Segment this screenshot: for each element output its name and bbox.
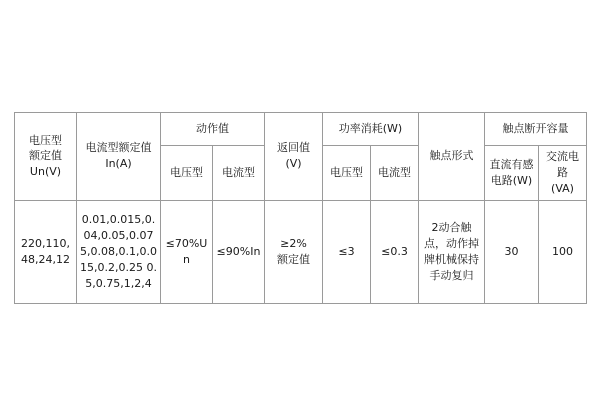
cell-voltage-rated xyxy=(15,200,77,303)
cell-dc-inductive: 30 xyxy=(485,200,539,303)
header-action-voltage: 电压型 xyxy=(161,146,213,201)
header-dc-inductive-line2: 电路(W) xyxy=(490,173,533,187)
header-current-rated xyxy=(77,113,161,201)
cell-action-voltage: ≤70%Un xyxy=(161,200,213,303)
header-ac-circuit-line1: 交流电路 xyxy=(546,150,579,179)
header-return-value-line2: (V) xyxy=(285,157,302,171)
header-current-rated-line2: In(A) xyxy=(105,157,132,171)
header-voltage-rated-line3: Un(V) xyxy=(29,165,62,179)
cell-voltage-rated-line1: 220,110, xyxy=(21,236,70,250)
cell-contact-form: 2动合触点，动作掉牌机械保持手动复归 xyxy=(419,200,485,303)
header-return-value-line1: 返回值 xyxy=(277,141,310,155)
header-action-current: 电流型 xyxy=(213,146,265,201)
header-dc-inductive xyxy=(485,146,539,201)
header-voltage-rated xyxy=(15,113,77,201)
cell-return-value-line2: 额定值 xyxy=(277,252,310,266)
cell-return-value-line1: ≥2% xyxy=(280,236,307,250)
cell-action-current: ≤90%In xyxy=(213,200,265,303)
header-power-voltage: 电压型 xyxy=(323,146,371,201)
header-ac-circuit-line2: (VA) xyxy=(551,181,574,195)
table-header-row-1 xyxy=(15,113,587,146)
header-action-value: 动作值 xyxy=(161,113,265,146)
cell-ac-circuit: 100 xyxy=(539,200,587,303)
cell-return-value xyxy=(265,200,323,303)
header-power-consumption: 功率消耗(W) xyxy=(323,113,419,146)
spec-table-container xyxy=(14,112,586,304)
header-current-rated-line1: 电流型额定值 xyxy=(85,141,152,155)
header-voltage-rated-line1: 电压型 xyxy=(29,133,62,147)
header-return-value xyxy=(265,113,323,201)
header-power-current: 电流型 xyxy=(371,146,419,201)
header-ac-circuit xyxy=(539,146,587,201)
cell-current-rated: 0.01,0.015,0.04,0.05,0.075,0.08,0.1,0.015,0.2,0.25 0.5,0.75,1,2,4 xyxy=(77,200,161,303)
table-row xyxy=(15,200,587,303)
cell-power-current: ≤0.3 xyxy=(371,200,419,303)
specification-table xyxy=(14,112,587,304)
cell-voltage-rated-line2: 48,24,12 xyxy=(21,252,70,266)
header-contact-form: 触点形式 xyxy=(419,113,485,201)
header-dc-inductive-line1: 直流有感 xyxy=(489,157,534,171)
header-voltage-rated-line2: 额定值 xyxy=(29,149,62,163)
header-breaking-capacity: 触点断开容量 xyxy=(485,113,587,146)
cell-power-voltage: ≤3 xyxy=(323,200,371,303)
